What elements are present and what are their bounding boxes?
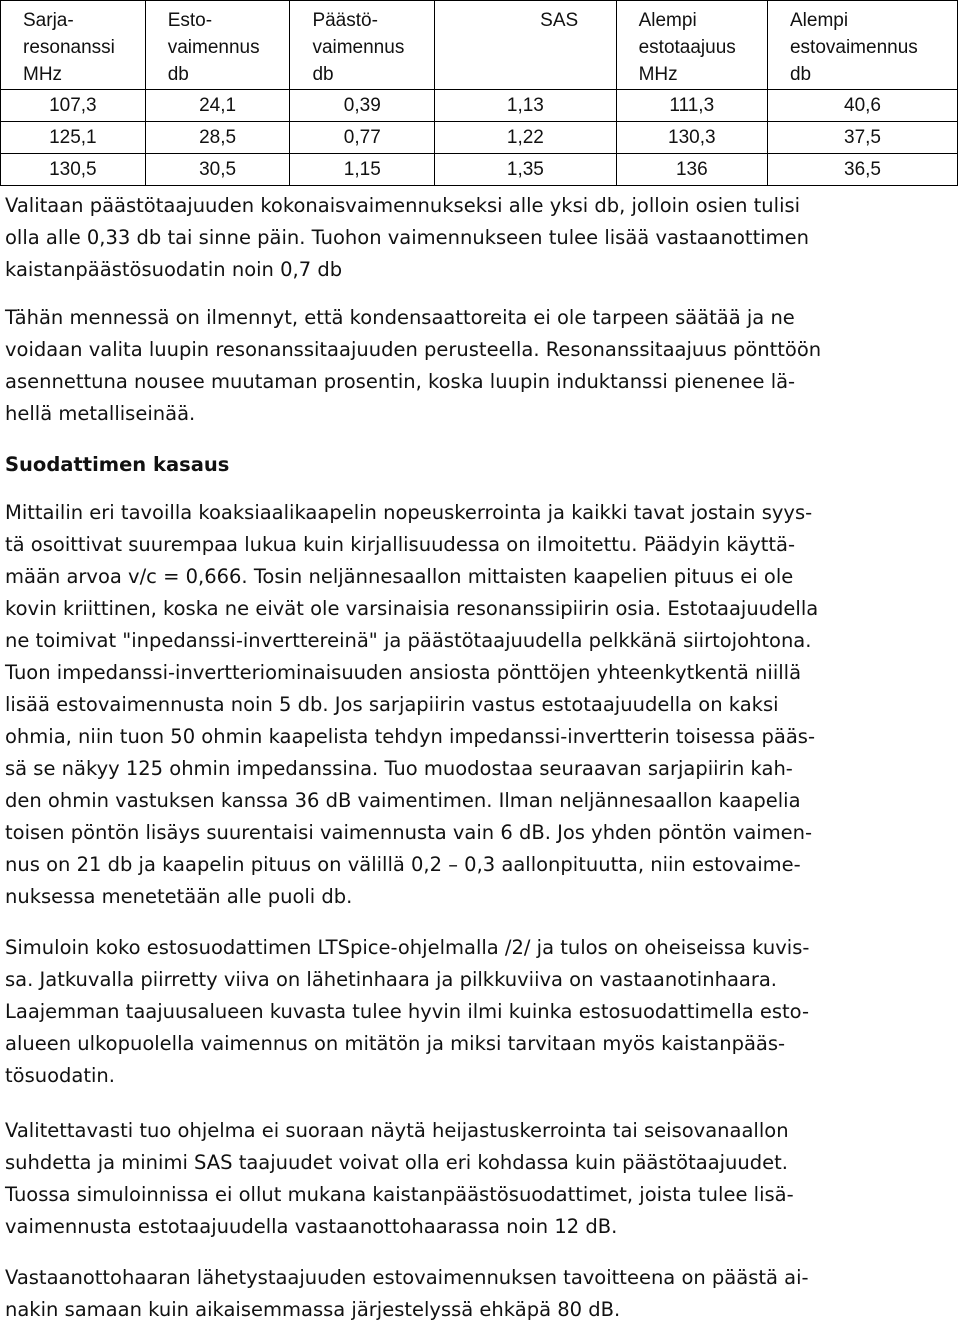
table-cell: 130,5	[1, 154, 146, 186]
table-header-row	[1, 1, 958, 90]
table-cell: 36,5	[767, 154, 957, 186]
header-lower-stop-frequency: Alempi estotaajuus MHz	[616, 1, 767, 90]
text-line: sa. Jatkuvalla piirretty viiva on lähetinhaara ja pilkkuviiva on vastaanotinhaara.	[5, 968, 778, 991]
text-line: ohmia, niin tuon 50 ohmin kaapelista tehdyn impedanssi-invertterin toisessa pääs-	[5, 725, 816, 748]
text-line: nuksessa menetetään alle puoli db.	[5, 885, 353, 908]
table-cell: 40,6	[767, 90, 957, 122]
table-cell: 1,13	[435, 90, 616, 122]
table-cell: 107,3	[1, 90, 146, 122]
table-row	[1, 90, 958, 122]
table-cell: 125,1	[1, 122, 146, 154]
table-row	[1, 122, 958, 154]
text-line: Vastaanottohaaran lähetystaajuuden estovaimennuksen tavoitteena on päästä ai-	[5, 1266, 809, 1289]
text-line: Laajemman taajuusalueen kuvasta tulee hyvin ilmi kuinka estosuodattimella esto-	[5, 1000, 810, 1023]
table-cell: 37,5	[767, 122, 957, 154]
paragraph-capacitors	[5, 302, 955, 430]
table-row	[1, 154, 958, 186]
text-line: Mittailin eri tavoilla koaksiaalikaapelin nopeuskerrointa ja kaikki tavat jostain syys-	[5, 501, 813, 524]
text-line: den ohmin vastuksen kanssa 36 dB vaimentimen. Ilman neljännesaallon kaapelia	[5, 789, 801, 812]
table-cell: 1,22	[435, 122, 616, 154]
text-line: tösuodatin.	[5, 1064, 115, 1087]
section-heading: Suodattimen kasaus	[5, 453, 230, 476]
text-line: Simuloin koko estosuodattimen LTSpice-ohjelmalla /2/ ja tulos on oheiseissa kuvis-	[5, 936, 810, 959]
table-cell: 30,5	[145, 154, 290, 186]
table-cell: 0,77	[290, 122, 435, 154]
text-line: hellä metalliseinää.	[5, 402, 196, 425]
table-cell: 111,3	[616, 90, 767, 122]
text-line: kaistanpäästösuodatin noin 0,7 db	[5, 258, 343, 281]
text-line: alueen ulkopuolella vaimennus on mitätön ja miksi tarvitaan myös kaistanpääs-	[5, 1032, 786, 1055]
text-line: toisen pöntön lisäys suurentaisi vaimennusta vain 6 dB. Jos yhden pöntön vaimen-	[5, 821, 813, 844]
text-line: nakin samaan kuin aikaisemmassa järjestelyssä ehkäpä 80 dB.	[5, 1298, 621, 1321]
text-line: mään arvoa v/c = 0,666. Tosin neljännesaallon mittaisten kaapelien pituus ei ole	[5, 565, 794, 588]
table-cell: 24,1	[145, 90, 290, 122]
resonance-table	[0, 0, 958, 186]
text-line: sä se näkyy 125 ohmin impedanssina. Tuo muodostaa seuraavan sarjapiirin kah-	[5, 757, 793, 780]
text-line: tä osoittivat suurempaa lukua kuin kirjallisuudessa on ilmoitettu. Päädyin käyttä-	[5, 533, 796, 556]
text-line: ne toimivat "inpedanssi-inverttereinä" ja päästötaajuudella pelkkänä siirtojohtona.	[5, 629, 812, 652]
text-line: olla alle 0,33 db tai sinne päin. Tuohon vaimennukseen tulee lisää vastaanottimen	[5, 226, 809, 249]
paragraph-limitations	[5, 1115, 955, 1243]
text-line: Tähän mennessä on ilmennyt, että kondensaattoreita ei ole tarpeen säätää ja ne	[5, 306, 795, 329]
table-cell: 28,5	[145, 122, 290, 154]
text-line: voidaan valita luupin resonanssitaajuuden perusteella. Resonanssitaajuus pönttöön	[5, 338, 822, 361]
table-cell: 1,15	[290, 154, 435, 186]
text-line: asennettuna nousee muutaman prosentin, koska luupin induktanssi pienenee lä-	[5, 370, 796, 393]
header-lower-stop-attenuation: Alempi estovaimennus db	[767, 1, 957, 90]
table-cell: 1,35	[435, 154, 616, 186]
text-line: Valitaan päästötaajuuden kokonaisvaimennukseksi alle yksi db, jolloin osien tulisi	[5, 194, 801, 217]
text-line: suhdetta ja minimi SAS taajuudet voivat olla eri kohdassa kuin päästötaajuudet.	[5, 1151, 788, 1174]
table-cell: 136	[616, 154, 767, 186]
table-cell: 130,3	[616, 122, 767, 154]
text-line: Tuossa simuloinnissa ei ollut mukana kaistanpäästösuodattimet, joista tulee lisä-	[5, 1183, 794, 1206]
paragraph-filter-assembly	[5, 497, 955, 913]
header-sas: SAS	[435, 1, 616, 90]
text-line: kovin kriittinen, koska ne eivät ole varsinaisia resonanssipiirin osia. Estotaajuudella	[5, 597, 819, 620]
paragraph-attenuation-target	[5, 190, 955, 286]
text-line: lisää estovaimennusta noin 5 db. Jos sarjapiirin vastus estotaajuudella on kaksi	[5, 693, 779, 716]
table-cell: 0,39	[290, 90, 435, 122]
text-line: vaimennusta estotaajuudella vastaanottohaarassa noin 12 dB.	[5, 1215, 618, 1238]
paragraph-simulation	[5, 932, 955, 1092]
text-line: nus on 21 db ja kaapelin pituus on välillä 0,2 – 0,3 aallonpituutta, niin estovaime-	[5, 853, 801, 876]
header-stop-attenuation: Esto- vaimennus db	[145, 1, 290, 90]
header-pass-attenuation: Päästö- vaimennus db	[290, 1, 435, 90]
paragraph-target	[5, 1262, 955, 1326]
text-line: Valitettavasti tuo ohjelma ei suoraan näytä heijastuskerrointa tai seisovanaallon	[5, 1119, 789, 1142]
text-line: Tuon impedanssi-invertteriominaisuuden ansiosta pönttöjen yhteenkytkentä niillä	[5, 661, 802, 684]
header-series-resonance: Sarja- resonanssi MHz	[1, 1, 146, 90]
